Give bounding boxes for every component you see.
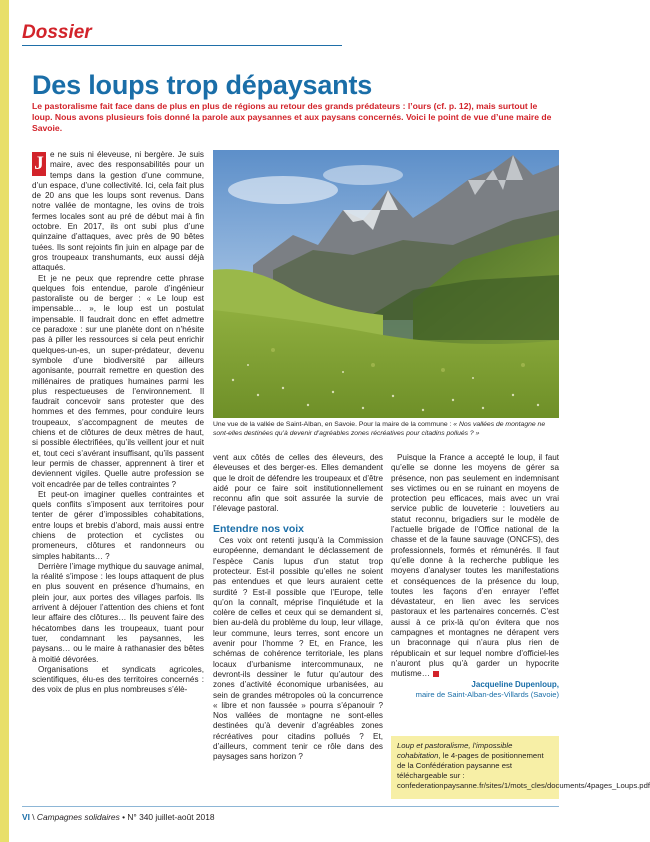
issue-info: • N° 340 juillet-août 2018 — [119, 812, 215, 822]
paragraph: Et je ne peux que reprendre cette phrase quelques fois entendue, parole d’ingénieur pastoraliste ou de berger : « Le loup est impensable… », le loup est un postulat impensable. Il faudrait donc en effet admettre ce paradoxe : sur une planète dont on n’hésite pas à piller les ressources si cela peut enrichir quelques-un-es, un super-prédateur, devenu symbole d’une biodiversité par ailleurs agonisante, pourrait remettre en question des millénaires de pratiques humaines parmi les plus respectueuses de l’environnement. Il faudrait concevoir sans protester que des hommes et des femmes, pour conduire leurs troupeaux, s’accompagnent de meutes de chiens et de clôtures de deux mètres de haut, si possible électrifiées, qu’ils veillent jour et nuit et, tout ceci s’avérant insuffisant, qu’ils passent leur permis de chasser, apprennent à tirer et deviennent vigiles. Quelle autre profession se voit encadrée par de telles contraintes ? — [32, 273, 204, 489]
paragraph: Organisations et syndicats agricoles, scientifiques, élu-es des territoires concernés : des voix de plus en plus nombreuses s’élè- — [32, 664, 204, 695]
drop-cap: J — [32, 152, 46, 176]
info-boxout — [391, 736, 650, 799]
boxout-title: Loup et pastoralisme, l’impossible cohabitation — [397, 741, 513, 760]
magazine-name: Campagnes solidaires — [36, 812, 120, 822]
footer-divider — [22, 806, 559, 807]
boxout-text: , le 4-pages de positionnement de la Confédération paysanne est téléchargeable sur : confederationpaysanne.fr/sites/1/mots_cles/documents/4pages_Loups.pdf — [397, 751, 650, 790]
paragraph: Et peut-on imaginer quelles contraintes et quels conflits s’imposent aux territoires pour tenter de gérer d’impossibles cohabitations, entre loups et brebis d’abord, mais aussi entre chiens de protection et cyclistes ou promeneurs, clôtures et randonneurs ou simples habitants… ? — [32, 489, 204, 561]
section-label: Dossier — [22, 22, 92, 43]
photo-caption: Une vue de la vallée de Saint-Alban, en Savoie. Pour la maire de la commune : « Nos vallées de montagne ne sont-elles destinées qu’à devenir d’agréables zones récréatives pour citadins pollués ? » — [213, 421, 546, 437]
article-column-3 — [391, 453, 559, 700]
paragraph: Derrière l’image mythique du sauvage animal, la réalité s’impose : les loups attaquent de plus en plus souvent en présence d’humains, en plein jour, aux portes des villages parfois. Ils arrivent à déjouer l’attention des chiens et font leur affaire des clôtures… Ils peuvent faire des hécatombes dans les troupeaux, tuant pour tuer, condamnant les paysannes, les paysans… ou le maire à rathanasier des bêtes à moitié dévorées. — [32, 561, 204, 664]
author-name: Jacqueline Dupenloup, — [471, 679, 559, 689]
article-subheading: Entendre nos voix — [213, 522, 305, 535]
paragraph: vent aux côtés de celles des éleveurs, des éleveuses et des berger-es. Elles demandent que le droit de défendre les troupeaux et d’être aidé pour ce faire soit institutionnellement reconnu afin que soit assurée la survie de l’élevage pastoral. — [213, 453, 383, 514]
section-divider — [22, 45, 342, 46]
article-headline: Des loups trop dépaysants — [32, 70, 373, 100]
valley-photo — [213, 150, 559, 418]
page-number: VI — [22, 812, 30, 822]
paragraph: Ces voix ont retenti jusqu’à la Commission européenne, demandant le déclassement de l’espèce Canis lupus d’un statut trop protecteur. Est-il possible qu’elles ne soient pas entendues et que leurs auraient cette surdité ? Est-il possible que l’Europe, telle qu’on la connaît, méprise l’inquiétude et la colère de celles et ceux qui se demandent si, bien au-delà du problème du loup, leur village, leur commune, leurs terres, sont encore un avenir pour l’homme ? Et, en France, les schémas de cohérence territoriale, les plans locaux d’urbanisme intercommunaux, ne devront-ils dessiner le futur qu’autour des zones d’activité économique urbanisées, au sein de grandes métropoles où la concurrence « libre et non faussée » pourra s’épanouir ? Nos vallées de montagne ne sont-elles destinées qu’à devenir d’agréables zones récréatives pour citadins pollués ? Et, d’ailleurs, comment tenir ce rôle dans des paysages sans horizon ? — [213, 536, 383, 762]
article-lede: Le pastoralisme fait face dans de plus en plus de régions au retour des grands prédateurs : l’ours (cf. p. 12), mais surtout le loup. Nous avons plusieurs fois donné la parole aux paysannes et aux paysans concernés. Voici le point de vue d’une maire de Savoie. — [32, 101, 552, 133]
author-role: maire de Saint-Alban-des-Villards (Savoie) — [415, 689, 559, 699]
footer-separator: \ — [29, 812, 37, 822]
paragraph: J e ne suis ni éleveuse, ni bergère. Je suis maire, avec des responsabilités pour un temps dans la gestion d’une commune, d’un espace, d’une collectivité. Ici, cela fait plus de 20 ans que les loups sont revenus. Dans notre vallée de montagne, les ovins de trois fermes locales sont au pré de début mai à fin octobre. En 2017, ils ont subi plus d’une quinzaine d’attaques, avec près de 90 bêtes tuées. Ils sont rejoints fin juin en alpage par de gros troupeaux transhumants, eux aussi déjà attaqués. — [32, 150, 204, 273]
paragraph: Puisque la France a accepté le loup, il faut qu’elle se donne les moyens de gérer sa présence, non pas seulement en indemnisant ses victimes ou en se ruinant en moyens de protection peu efficaces, mais avec un vrai service public de louveterie : louvetiers au statut reconnu, brigadiers sur le modèle de l’actuelle brigade de l’Office national de la chasse et de la faune sauvage (ONCFS), des professionnels, formés et rémunérés. Il faut qu’elle donne à la recherche publique les moyens d’analyser toutes les manifestations et conséquences de la présence du loup, toutes les façons d’en enrayer l’effet dévastateur, en lien avec les services pastoraux et les partenaires concernés. C’est aussi à ce prix-là qu’on évitera que nos campagnes et montagnes ne dérapent vers un braconnage qui n’aura plus rien de républicain et sur lequel nombre d’officiel-les n’auront plus qu’à garder un hypocrite mutisme… — [391, 453, 559, 679]
end-of-article-mark — [433, 671, 439, 677]
page-footer — [22, 812, 215, 822]
article-column-1 — [32, 150, 204, 696]
left-color-strip — [0, 0, 9, 842]
article-column-2 — [213, 453, 383, 763]
